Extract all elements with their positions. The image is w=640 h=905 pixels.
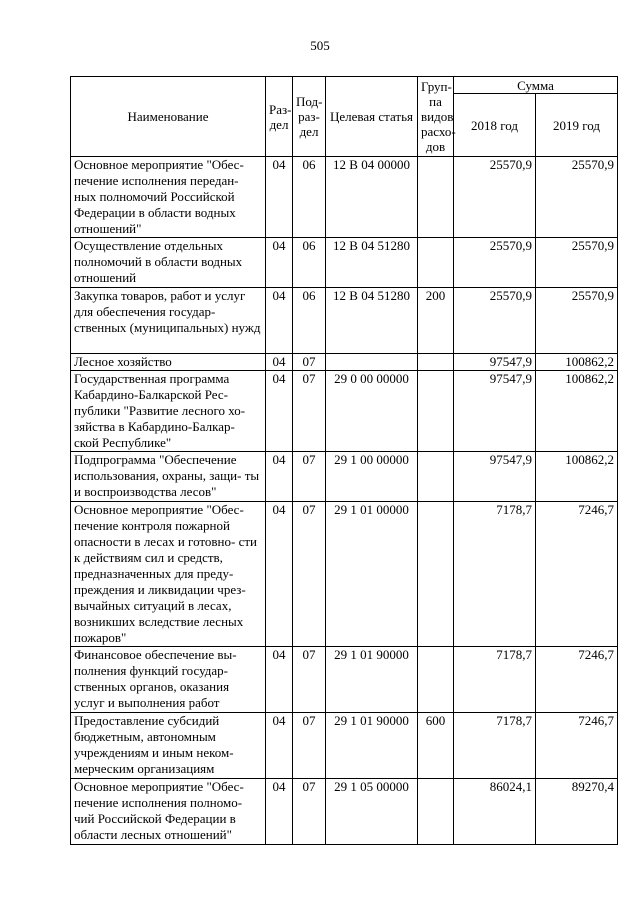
row-podrazdel: 07: [293, 647, 326, 713]
row-2019: 100862,2: [536, 452, 618, 502]
row-name: Лесное хозяйство: [71, 354, 266, 371]
header-podrazdel: Под- раз- дел: [293, 77, 326, 157]
row-name: Основное мероприятие "Обес- печение исполнения полномо- чий Российской Федерации в области лесных отношений": [71, 779, 266, 845]
row-razdel: 04: [266, 647, 293, 713]
row-razdel: 04: [266, 354, 293, 371]
row-podrazdel: 07: [293, 502, 326, 647]
row-group: 200: [418, 288, 454, 354]
row-target: 29 0 00 00000: [326, 371, 418, 452]
header-name: Наименование: [71, 77, 266, 157]
row-2018: 25570,9: [454, 238, 536, 288]
row-name: Закупка товаров, работ и услуг для обеспечения государ- ственных (муниципальных) нужд: [71, 288, 266, 354]
table-row: [71, 354, 618, 371]
row-podrazdel: 07: [293, 354, 326, 371]
row-name: Финансовое обеспечение вы- полнения функций государ- ственных органов, оказания услуг и выполнения работ: [71, 647, 266, 713]
row-target: [326, 354, 418, 371]
row-razdel: 04: [266, 502, 293, 647]
row-2019: 7246,7: [536, 647, 618, 713]
table-row: [71, 647, 618, 713]
header-razdel: Раз- дел: [266, 77, 293, 157]
row-2018: 25570,9: [454, 157, 536, 238]
row-2019: 7246,7: [536, 502, 618, 647]
row-2018: 7178,7: [454, 713, 536, 779]
row-2018: 97547,9: [454, 452, 536, 502]
row-target: 29 1 05 00000: [326, 779, 418, 845]
row-razdel: 04: [266, 238, 293, 288]
table-row: [71, 288, 618, 354]
row-razdel: 04: [266, 452, 293, 502]
row-2018: 97547,9: [454, 354, 536, 371]
row-2019: 25570,9: [536, 238, 618, 288]
row-target: 12 В 04 00000: [326, 157, 418, 238]
row-target: 29 1 01 90000: [326, 713, 418, 779]
table-row: [71, 779, 618, 845]
budget-table: [70, 76, 618, 845]
row-2019: 25570,9: [536, 157, 618, 238]
row-razdel: 04: [266, 371, 293, 452]
page-number: 505: [310, 38, 330, 53]
row-podrazdel: 06: [293, 238, 326, 288]
row-target: 12 В 04 51280: [326, 238, 418, 288]
row-name: Подпрограмма "Обеспечение использования, охраны, защи- ты и воспроизводства лесов": [71, 452, 266, 502]
row-razdel: 04: [266, 713, 293, 779]
row-group: 600: [418, 713, 454, 779]
table-row: [71, 238, 618, 288]
table-row: [71, 157, 618, 238]
row-2018: 7178,7: [454, 502, 536, 647]
row-group: [418, 779, 454, 845]
row-podrazdel: 07: [293, 371, 326, 452]
row-name: Осуществление отдельных полномочий в области водных отношений: [71, 238, 266, 288]
row-razdel: 04: [266, 157, 293, 238]
row-target: 29 1 01 00000: [326, 502, 418, 647]
row-2019: 7246,7: [536, 713, 618, 779]
row-podrazdel: 07: [293, 779, 326, 845]
header-2019: 2019 год: [536, 94, 618, 157]
table-row: [71, 371, 618, 452]
row-2018: 97547,9: [454, 371, 536, 452]
row-group: [418, 354, 454, 371]
row-razdel: 04: [266, 779, 293, 845]
row-name: Предоставление субсидий бюджетным, автономным учреждениям и иным неком- мерческим организациям: [71, 713, 266, 779]
table-row: [71, 502, 618, 647]
row-podrazdel: 07: [293, 713, 326, 779]
row-2018: 7178,7: [454, 647, 536, 713]
row-2019: 100862,2: [536, 354, 618, 371]
row-2019: 89270,4: [536, 779, 618, 845]
row-name: Основное мероприятие "Обес- печение исполнения передан- ных полномочий Российской Федерации в области водных отношений": [71, 157, 266, 238]
row-group: [418, 238, 454, 288]
row-target: 29 1 01 90000: [326, 647, 418, 713]
row-group: [418, 371, 454, 452]
header-2018: 2018 год: [454, 94, 536, 157]
row-2019: 25570,9: [536, 288, 618, 354]
row-2018: 86024,1: [454, 779, 536, 845]
row-2019: 100862,2: [536, 371, 618, 452]
table-row: [71, 713, 618, 779]
row-podrazdel: 06: [293, 157, 326, 238]
header-sum: Сумма: [454, 77, 618, 94]
row-name: Государственная программа Кабардино-Балкарской Рес- публики "Развитие лесного хо- зяйства в Кабардино-Балкар- ской Республике": [71, 371, 266, 452]
row-podrazdel: 07: [293, 452, 326, 502]
row-group: [418, 502, 454, 647]
row-group: [418, 647, 454, 713]
row-podrazdel: 06: [293, 288, 326, 354]
row-target: 12 В 04 51280: [326, 288, 418, 354]
row-razdel: 04: [266, 288, 293, 354]
table-row: [71, 452, 618, 502]
row-group: [418, 157, 454, 238]
row-target: 29 1 00 00000: [326, 452, 418, 502]
row-group: [418, 452, 454, 502]
header-group: Груп- па видов расхо- дов: [418, 77, 454, 157]
row-2018: 25570,9: [454, 288, 536, 354]
header-target: Целевая статья: [326, 77, 418, 157]
row-name: Основное мероприятие "Обес- печение контроля пожарной опасности в лесах и готовно- сти к действиям сил и средств, предназначенных для преду- преждения и ликвидации чрез- вычайных ситуаций в лесах, возникших вследствие лесных пожаров": [71, 502, 266, 647]
